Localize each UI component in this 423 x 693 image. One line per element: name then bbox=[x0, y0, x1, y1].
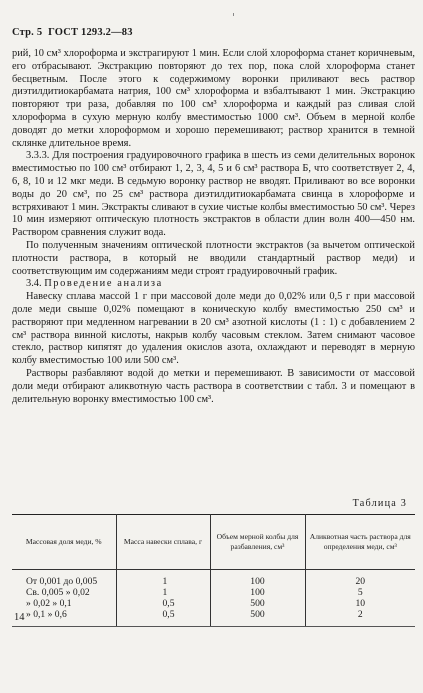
table-row bbox=[12, 587, 415, 598]
header-aliquot: Аликвотная часть раствора для определения меди, см³ bbox=[305, 515, 415, 570]
cell-volume: 500 bbox=[210, 609, 305, 627]
cell-mass: 0,5 bbox=[116, 609, 210, 627]
section-heading bbox=[12, 278, 415, 291]
paragraph-sample: Навеску сплава массой 1 г при массовой доле меди до 0,02% или 0,5 г при массовой доле меди свыше 0,02% помещают в коническую колбу вместимостью 250 см³ и растворяют при медленном нагревании в 20 см³ азотной кислоты (1 : 1) с добавлением 2 см³ раствора винной кислоты, накрыв колбу часовым стеклом. Затем снимают часовое стекло, раствор кипятят до удаления окислов азота, охлаждают и переводят в мерную колбу вместимостью 100 или 500 см³. bbox=[12, 291, 415, 367]
table-3 bbox=[12, 514, 415, 627]
cell-fraction: » 0,02 » 0,1 bbox=[12, 598, 116, 609]
cell-fraction: » 0,1 » 0,6 bbox=[12, 609, 116, 627]
cell-mass: 1 bbox=[116, 587, 210, 598]
page-label: Стр. 5 bbox=[12, 27, 43, 38]
cell-aliquot: 20 bbox=[305, 570, 415, 588]
cell-volume: 100 bbox=[210, 587, 305, 598]
paragraph-3-3-3: 3.3.3. Для построения градуировочного графика в шесть из семи делительных воронок вместимостью по 100 см³ отбирают 1, 2, 3, 4, 5 и 6 см³ раствора Б, что соответствует 2, 4, 6, 8, 10 и 12 мкг меди. В седьмую воронку раствор не вводят. Приливают во все воронки воды до 20 см³, по 25 см³ раствора диэтилдитиокарбамата свинца в хлороформе и встряхивают 1 мин. Экстракты сливают в сухие чистые колбы вместимостью 50 см³. Через 10 мин измеряют оптическую плотность экстрактов в области длин волн 400—450 нм. Раствором сравнения служит вода. bbox=[12, 150, 415, 239]
table-row bbox=[12, 598, 415, 609]
section-number: 3.4. bbox=[26, 278, 42, 290]
table-caption: Таблица 3 bbox=[352, 498, 407, 509]
header-copper-fraction: Массовая доля меди, % bbox=[12, 515, 116, 570]
page-header bbox=[12, 27, 133, 38]
body-text bbox=[12, 48, 415, 406]
section-title: Проведение анализа bbox=[44, 278, 163, 290]
cell-aliquot: 5 bbox=[305, 587, 415, 598]
paragraph-continuation: рий, 10 см³ хлороформа и экстрагируют 1 мин. Если слой хлороформа станет коричневым, его отбрасывают. Экстракцию повторяют до тех пор, пока слой хлороформа станет бесцветным. После этого к содержимому воронки приливают весь раствор диэтилдитиокарбамата натрия, 100 см³ хлороформа и взбалтывают 1 мин. Экстракцию повторяют три раза, добавляя по 100 см³ хлороформа и каждый раз сливая слой хлороформа в сухую мерную колбу вместимостью 1000 см³. Объем в мерной колбе доводят до метки хлороформом и хорошо перемешивают; раствор хранится в темной склянке длительное время. bbox=[12, 48, 415, 149]
cell-mass: 0,5 bbox=[116, 598, 210, 609]
paragraph-graph: По полученным значениям оптической плотности экстрактов (за вычетом оптической плотности раствора, в который не вводили стандартный раствор меди) и соответствующим им содержаниям меди строят градуировочный график. bbox=[12, 239, 415, 277]
paragraph-dilution: Растворы разбавляют водой до метки и перемешивают. В зависимости от массовой доли меди отбирают аликвотную часть раствора в соответствии с табл. 3 и помещают в делительную воронку вместимостью 100 см³. bbox=[12, 367, 415, 405]
cell-fraction: Св. 0,005 » 0,02 bbox=[12, 587, 116, 598]
cell-fraction: От 0,001 до 0,005 bbox=[12, 570, 116, 588]
table-row bbox=[12, 570, 415, 588]
cell-aliquot: 2 bbox=[305, 609, 415, 627]
page-number: 14 bbox=[14, 612, 25, 623]
standard-number: ГОСТ 1293.2—83 bbox=[48, 27, 133, 38]
cell-volume: 500 bbox=[210, 598, 305, 609]
scan-mark bbox=[233, 13, 234, 16]
cell-volume: 100 bbox=[210, 570, 305, 588]
header-sample-mass: Масса навески сплава, г bbox=[116, 515, 210, 570]
table-header-row bbox=[12, 515, 415, 570]
table-row bbox=[12, 609, 415, 627]
cell-mass: 1 bbox=[116, 570, 210, 588]
header-flask-volume: Объем мерной колбы для разбавления, см³ bbox=[210, 515, 305, 570]
cell-aliquot: 10 bbox=[305, 598, 415, 609]
